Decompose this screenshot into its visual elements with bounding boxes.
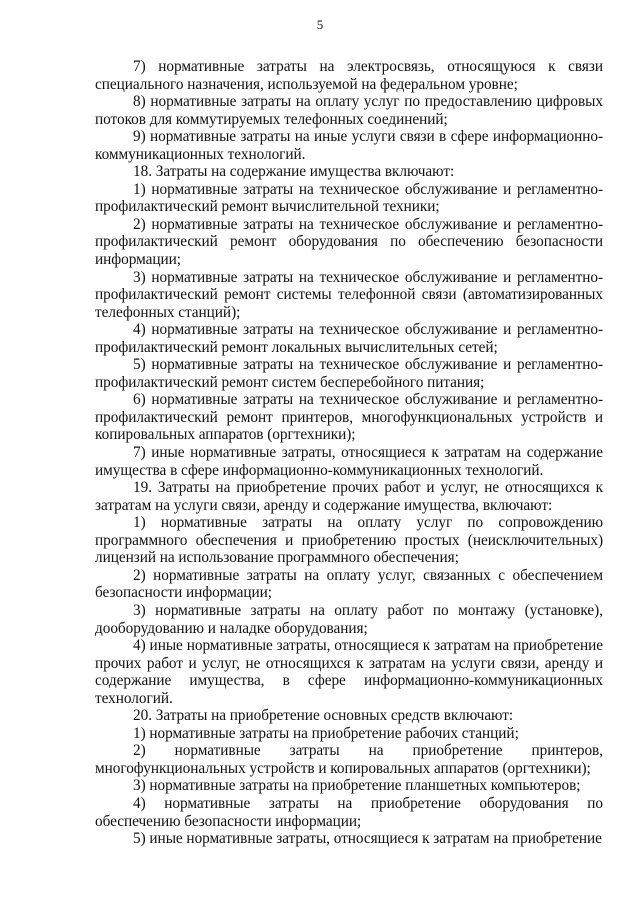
paragraph-18-4: 4) нормативные затраты на техническое обслуживание и регламентно-профилактический ремонт локальных вычислительных сетей; [95, 321, 603, 356]
paragraph-19-2: 2) нормативные затраты на оплату услуг, связанных с обеспечением безопасности информации; [95, 566, 603, 602]
paragraph-20-2: 2) нормативные затраты на приобретение принтеров, многофункциональных устройств и копировальных аппаратов (оргтехники); [95, 742, 603, 777]
paragraph-item-8-digital-streams: 8) нормативные затраты на оплату услуг по предоставлению цифровых потоков для коммутируемых телефонных соединений; [95, 93, 603, 128]
paragraph-item-7-telecom: 7) нормативные затраты на электросвязь, относящуюся к связи специального назначения, используемой на федеральном уровне; [95, 58, 603, 93]
paragraph-18-2: 2) нормативные затраты на техническое обслуживание и регламентно-профилактический ремонт оборудования по обеспечению безопасности информации; [95, 215, 603, 269]
paragraph-19-3: 3) нормативные затраты на оплату работ по монтажу (установке), дооборудованию и наладке оборудования; [95, 601, 603, 637]
page-number: 5 [316, 17, 324, 32]
section-19-heading: 19. Затраты на приобретение прочих работ и услуг, не относящихся к затратам на услуги связи, аренду и содержание имущества, включают: [95, 479, 603, 514]
paragraph-20-5: 5) иные нормативные затраты, относящиеся к затратам на приобретение [133, 830, 602, 848]
paragraph-20-1: 1) нормативные затраты на приобретение рабочих станций; [133, 724, 519, 742]
paragraph-18-7: 7) иные нормативные затраты, относящиеся к затратам на содержание имущества в сфере информационно-коммуникационных технологий. [95, 444, 603, 479]
paragraph-20-3: 3) нормативные затраты на приобретение планшетных компьютеров; [133, 777, 581, 795]
section-18-heading: 18. Затраты на содержание имущества включают: [133, 163, 455, 181]
paragraph-19-1: 1) нормативные затраты на оплату услуг по сопровождению программного обеспечения и приобретению простых (неисключительных) лицензий на использование программного обеспечения; [95, 514, 603, 567]
paragraph-18-5: 5) нормативные затраты на техническое обслуживание и регламентно-профилактический ремонт систем бесперебойного питания; [95, 356, 603, 391]
paragraph-20-4: 4) нормативные затраты на приобретение оборудования по обеспечению безопасности информации; [95, 794, 603, 830]
paragraph-18-6: 6) нормативные затраты на техническое обслуживание и регламентно-профилактический ремонт принтеров, многофункциональных устройств и копировальных аппаратов (оргтехники); [95, 391, 603, 444]
paragraph-19-4: 4) иные нормативные затраты, относящиеся к затратам на приобретение прочих работ и услуг, не относящихся к затратам на услуги связи, аренду и содержание имущества, в сфере информационно-коммуникационных технологий. [95, 637, 603, 707]
paragraph-item-9-other-communication: 9) нормативные затраты на иные услуги связи в сфере информационно-коммуникационных технологий. [95, 128, 603, 163]
section-20-heading: 20. Затраты на приобретение основных средств включают: [133, 707, 514, 725]
document-body [95, 58, 603, 848]
paragraph-18-3: 3) нормативные затраты на техническое обслуживание и регламентно-профилактический ремонт системы телефонной связи (автоматизированных телефонных станций); [95, 268, 603, 321]
paragraph-18-1: 1) нормативные затраты на техническое обслуживание и регламентно-профилактический ремонт вычислительной техники; [95, 180, 603, 216]
